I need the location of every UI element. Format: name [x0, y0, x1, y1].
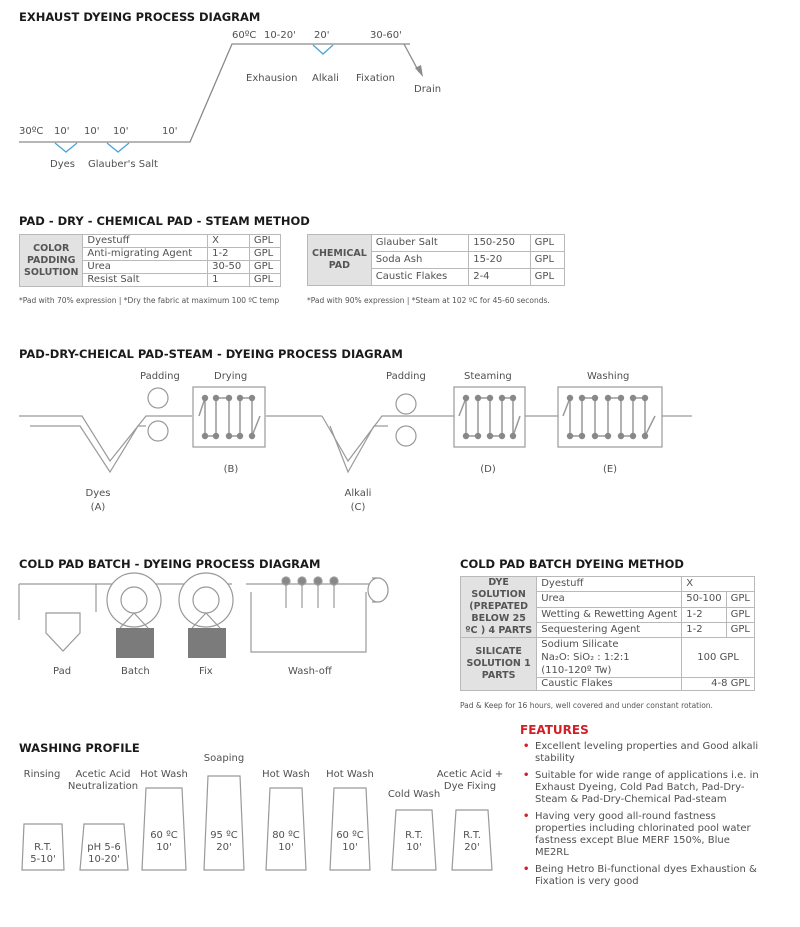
- stage-values: [78, 842, 130, 866]
- table-cell: 1-2: [682, 607, 726, 622]
- washing-profile-title: WASHING PROFILE: [19, 741, 140, 755]
- exhausion-label: Exhausion: [246, 73, 298, 84]
- table-cell: [537, 638, 682, 678]
- stage-values: [392, 830, 436, 854]
- padding-label: Padding: [386, 371, 426, 382]
- stage-label: Acetic Acid Neutralization: [67, 769, 139, 792]
- steaming-label: Steaming: [464, 371, 512, 382]
- silicate-line: Sodium Silicate: [541, 639, 619, 650]
- stage-label: Hot Wash: [262, 769, 310, 780]
- step-label: 10': [84, 126, 100, 137]
- stage-value: 95 ºC: [210, 830, 238, 841]
- color-padding-table: [19, 234, 281, 287]
- stage-value: 10': [156, 842, 172, 853]
- table-cell: 2-4: [469, 269, 530, 286]
- table-cell: Sequestering Agent: [537, 622, 682, 637]
- feature-item: • Being Hetro Bi-functional dyes Exhaustion & Fixation is very good: [521, 864, 761, 888]
- pad-note-right: *Pad with 90% expression | *Steam at 102 ºC for 45-60 seconds.: [307, 296, 550, 305]
- chemical-pad-label: CHEMICAL PAD: [308, 235, 372, 286]
- table-cell: 1-2: [682, 622, 726, 637]
- pad-method-title: PAD - DRY - CHEMICAL PAD - STEAM METHOD: [19, 214, 310, 228]
- dyes-label: Dyes: [85, 488, 111, 499]
- table-cell: Caustic Flakes: [537, 678, 682, 691]
- silicate-line: Na₂O: SiO₂ : 1:2:1: [541, 652, 630, 663]
- table-cell: 15-20: [469, 252, 530, 269]
- pad-label: Pad: [53, 666, 72, 677]
- features-list: [521, 741, 761, 893]
- stage-values: [20, 842, 66, 866]
- glaubers-marker: [107, 143, 129, 152]
- table-cell: 50-100: [682, 592, 726, 607]
- washing-label: Washing: [587, 371, 630, 382]
- stage-label: Hot Wash: [326, 769, 374, 780]
- pad-note-left: *Pad with 70% expression | *Dry the fabric at maximum 100 ºC temp: [19, 296, 280, 305]
- stage-value: pH 5-6: [87, 842, 121, 853]
- pad-trough: [46, 613, 80, 651]
- stage-value: 20': [464, 842, 480, 853]
- padding-label: Padding: [140, 371, 180, 382]
- stage-d-label: (D): [480, 464, 496, 475]
- batch-end-roll: [368, 578, 388, 602]
- table-cell: Glauber Salt: [371, 235, 468, 252]
- cold-diagram-title: COLD PAD BATCH - DYEING PROCESS DIAGRAM: [19, 557, 321, 571]
- table-cell: GPL: [530, 235, 564, 252]
- table-cell: Urea: [537, 592, 682, 607]
- washoff-label: Wash-off: [288, 666, 332, 677]
- stage-value: 80 ºC: [272, 830, 300, 841]
- dyes-label: Dyes: [50, 159, 75, 170]
- step-label: 20': [314, 30, 330, 41]
- batch-base: [116, 628, 154, 658]
- cold-method-title: COLD PAD BATCH DYEING METHOD: [460, 557, 684, 571]
- table-cell: X: [682, 577, 755, 592]
- alkali-marker: [313, 45, 333, 54]
- table-cell: GPL: [530, 269, 564, 286]
- stage-value: 10-20': [88, 854, 120, 865]
- stage-a-label: (A): [90, 502, 106, 513]
- features-title: FEATURES: [520, 723, 589, 737]
- stage-value: 20': [216, 842, 232, 853]
- step-label: 10': [54, 126, 70, 137]
- stage-value: 10': [342, 842, 358, 853]
- alkali-label: Alkali: [344, 488, 372, 499]
- stage-e-label: (E): [602, 464, 618, 475]
- stage-value: 60 ºC: [150, 830, 178, 841]
- start-temp-label: 30ºC: [19, 126, 44, 137]
- table-cell: Wetting & Rewetting Agent: [537, 607, 682, 622]
- stage-value: 10': [406, 842, 422, 853]
- stage-values: [450, 830, 494, 854]
- stage-value: 10': [278, 842, 294, 853]
- cold-method-note: Pad & Keep for 16 hours, well covered and under constant rotation.: [460, 701, 713, 710]
- stage-value: 60 ºC: [336, 830, 364, 841]
- table-cell: Dyestuff: [537, 577, 682, 592]
- high-temp-label: 60ºC: [232, 30, 257, 41]
- stage-label: Cold Wash: [387, 789, 441, 800]
- table-cell: 100 GPL: [682, 638, 755, 678]
- padding-roller-bottom-1: [148, 421, 168, 441]
- cold-method-table: [460, 576, 755, 691]
- table-cell: X: [208, 235, 250, 248]
- fix-label: Fix: [199, 666, 213, 677]
- stage-label: Hot Wash: [140, 769, 188, 780]
- padding-roller-top-2: [396, 394, 416, 414]
- table-cell: Urea: [83, 261, 208, 274]
- table-cell: GPL: [726, 607, 754, 622]
- table-cell: GPL: [726, 592, 754, 607]
- table-cell: 1-2: [208, 248, 250, 261]
- table-cell: Dyestuff: [83, 235, 208, 248]
- table-cell: Anti-migrating Agent: [83, 248, 208, 261]
- stage-c-label: (C): [350, 502, 366, 513]
- stage-value: R.T.: [34, 842, 52, 853]
- stage-label: Acetic Acid + Dye Fixing: [436, 769, 504, 792]
- silicate-solution-label: SILICATE SOLUTION 1 PARTS: [461, 638, 537, 691]
- table-cell: GPL: [249, 261, 280, 274]
- table-cell: GPL: [530, 252, 564, 269]
- dye-solution-label: DYE SOLUTION (PREPATED BELOW 25 ºC ) 4 PARTS: [461, 577, 537, 638]
- table-cell: 30-50: [208, 261, 250, 274]
- stage-label: Rinsing: [23, 769, 61, 780]
- pad-diagram-title: PAD-DRY-CHEICAL PAD-STEAM - DYEING PROCESS DIAGRAM: [19, 347, 403, 361]
- silicate-line: (110-120º Tw): [541, 665, 612, 676]
- glaubers-salt-label: Glauber's Salt: [88, 159, 158, 170]
- washoff-rollers: [282, 577, 338, 608]
- stage-values: [202, 830, 246, 854]
- table-cell: GPL: [249, 235, 280, 248]
- stage-value: R.T.: [405, 830, 423, 841]
- step-label: 10': [113, 126, 129, 137]
- table-cell: Resist Salt: [83, 274, 208, 287]
- padding-roller-top-1: [148, 388, 168, 408]
- stage-b-label: (B): [223, 464, 239, 475]
- table-cell: GPL: [726, 622, 754, 637]
- table-cell: Soda Ash: [371, 252, 468, 269]
- stage-value: R.T.: [463, 830, 481, 841]
- drying-label: Drying: [214, 371, 248, 382]
- table-cell: 1: [208, 274, 250, 287]
- padding-roller-bottom-2: [396, 426, 416, 446]
- stage-label: Soaping: [203, 753, 245, 764]
- feature-item: • Having very good all-round fastness properties including chlorinated pool water fastness except Blue MERF 150%, Blue ME2RL: [521, 811, 761, 859]
- stage-values: [328, 830, 372, 854]
- feature-item: • Suitable for wide range of applications i.e. in Exhaust Dyeing, Cold Pad Batch, Pad-Dry-Steam & Pad-Dry-Chemical Pad-steam: [521, 770, 761, 806]
- alkali-label: Alkali: [312, 73, 339, 84]
- stage-value: 5-10': [30, 854, 56, 865]
- table-cell: 4-8 GPL: [682, 678, 755, 691]
- stage-values: [142, 830, 186, 854]
- drain-label: Drain: [414, 84, 442, 95]
- table-cell: Caustic Flakes: [371, 269, 468, 286]
- color-padding-label: COLOR PADDING SOLUTION: [20, 235, 83, 287]
- stage-values: [264, 830, 308, 854]
- step-label: 10-20': [264, 30, 296, 41]
- fixation-label: Fixation: [356, 73, 396, 84]
- exhaust-title: EXHAUST DYEING PROCESS DIAGRAM: [19, 10, 261, 24]
- chemical-pad-table: [307, 234, 565, 286]
- feature-item: • Excellent leveling properties and Good alkali stability: [521, 741, 761, 765]
- table-cell: GPL: [249, 248, 280, 261]
- table-cell: 150-250: [469, 235, 530, 252]
- batch-label: Batch: [121, 666, 150, 677]
- step-label: 30-60': [370, 30, 402, 41]
- step-label: 10': [162, 126, 178, 137]
- exhaust-temperature-line: [19, 44, 410, 142]
- dyes-marker: [55, 143, 77, 152]
- table-cell: GPL: [249, 274, 280, 287]
- fix-base: [188, 628, 226, 658]
